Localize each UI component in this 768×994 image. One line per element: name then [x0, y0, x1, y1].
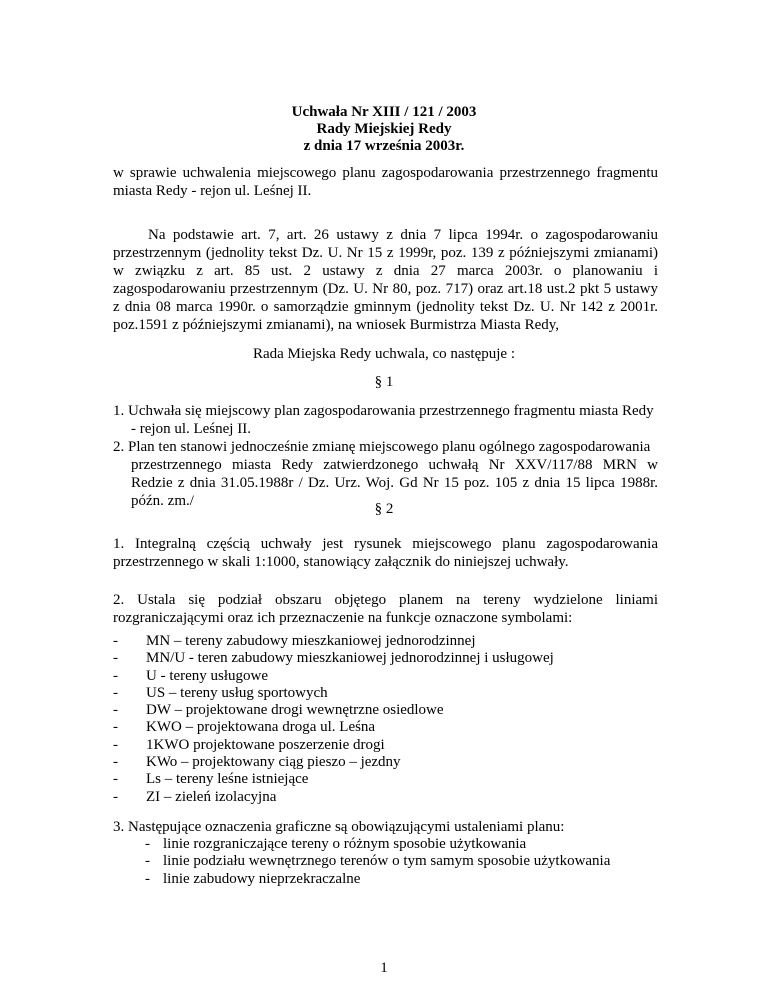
- s1-item-2-line: Redzie z dnia 31.05.1988r / Dz. Urz. Woj. Gd Nr 15 poz. 105 z dnia 15 lipca 1988r.: [131, 475, 658, 491]
- s1-item-1-line: - rejon ul. Leśnej II.: [131, 421, 251, 437]
- council-name: Rady Miejskiej Redy: [316, 121, 452, 137]
- s2-paragraph-1: [113, 535, 658, 571]
- resolution-date: z dnia 17 września 2003r.: [303, 138, 465, 154]
- page-number: 1: [380, 960, 388, 976]
- preamble-line: poz.1591 z późniejszymi zmianami), na wniosek Burmistrza Miasta Redy,: [113, 317, 560, 333]
- s1-item-2-line: późn. zm./: [131, 493, 194, 509]
- section-2-heading: § 2: [374, 501, 394, 517]
- preamble-line: z dnia 08 marca 1990r. o samorządzie gminnym (jednolity tekst Dz. U. Nr 142 z 2001r.: [113, 299, 658, 315]
- preamble: [113, 226, 658, 334]
- list-item: - US – tereny usług sportowych: [113, 684, 328, 701]
- subject: [113, 164, 658, 200]
- list-item: - KWo – projektowany ciąg pieszo – jezdny: [113, 754, 401, 771]
- preamble-line: zagospodarowaniu przestrzennym (Dz. U. Nr 80, poz. 717) oraz art.18 ust.2 pkt 5 ustawy: [113, 281, 658, 297]
- s2-p2-line: rozgraniczającymi oraz ich przeznaczenie na funkcje oznaczone symbolami:: [113, 610, 573, 626]
- resolves-line: Rada Miejska Redy uchwala, co następuje :: [252, 346, 515, 362]
- s2-paragraph-2: [113, 591, 658, 627]
- section-1-heading: § 1: [374, 374, 394, 390]
- list-item: - ZI – zieleń izolacyjna: [113, 788, 277, 805]
- graphic-designations-list: [145, 836, 705, 888]
- s1-item-2-line: przestrzennego miasta Redy zatwierdzonego uchwałą Nr XXV/117/88 MRN w: [131, 457, 658, 473]
- list-item: - linie podziału wewnętrznego terenów o tym samym sposobie użytkowania: [145, 853, 611, 870]
- land-use-symbol-list: [113, 633, 673, 806]
- list-item: - Ls – tereny leśne istniejące: [113, 771, 309, 788]
- list-item: - KWO – projektowana droga ul. Leśna: [113, 719, 376, 736]
- s1-item-2-line: 2. Plan ten stanowi jednocześnie zmianę miejscowego planu ogólnego zagospodarowania: [113, 439, 651, 455]
- list-item: - U - tereny usługowe: [113, 667, 269, 684]
- list-item: - 1KWO projektowane poszerzenie drogi: [113, 736, 385, 753]
- subject-line: miasta Redy - rejon ul. Leśnej II.: [113, 183, 312, 199]
- preamble-line: w związku z art. 85 ust. 2 ustawy z dnia 27 marca 2003r. o planowaniu i: [113, 263, 658, 279]
- s2-p1-line: 1. Integralną częścią uchwały jest rysunek miejscowego planu zagospodarowania: [113, 536, 658, 552]
- list-item: - linie zabudowy nieprzekraczalne: [145, 870, 361, 887]
- preamble-line: przestrzennym (jednolity tekst Dz. U. Nr 15 z 1999r, poz. 139 z późniejszymi zmianami): [113, 245, 658, 261]
- list-item: - MN – tereny zabudowy mieszkaniowej jednorodzinnej: [113, 633, 476, 649]
- section-1-items: [113, 402, 673, 510]
- s2-p2-line: 2. Ustala się podział obszaru objętego planem na tereny wydzielone liniami: [113, 592, 658, 608]
- resolution-number: Uchwała Nr XIII / 121 / 2003: [291, 104, 477, 120]
- s2-p1-line: przestrzennego w skali 1:1000, stanowiący załącznik do niniejszej uchwały.: [113, 554, 569, 570]
- list-item: - linie rozgraniczające tereny o różnym sposobie użytkowania: [145, 836, 527, 852]
- s1-item-1-line: 1. Uchwała się miejscowy plan zagospodarowania przestrzennego fragmentu miasta Redy: [113, 403, 654, 419]
- preamble-line: Na podstawie art. 7, art. 26 ustawy z dnia 7 lipca 1994r. o zagospodarowaniu: [148, 227, 658, 243]
- list-item: - MN/U - teren zabudowy mieszkaniowej jednorodzinnej i usługowej: [113, 650, 554, 667]
- s2-paragraph-3: 3. Następujące oznaczenia graficzne są obowiązującymi ustaleniami planu:: [113, 819, 565, 835]
- subject-line: w sprawie uchwalenia miejscowego planu zagospodarowania przestrzennego fragmentu: [113, 165, 658, 181]
- list-item: - DW – projektowane drogi wewnętrzne osiedlowe: [113, 702, 444, 719]
